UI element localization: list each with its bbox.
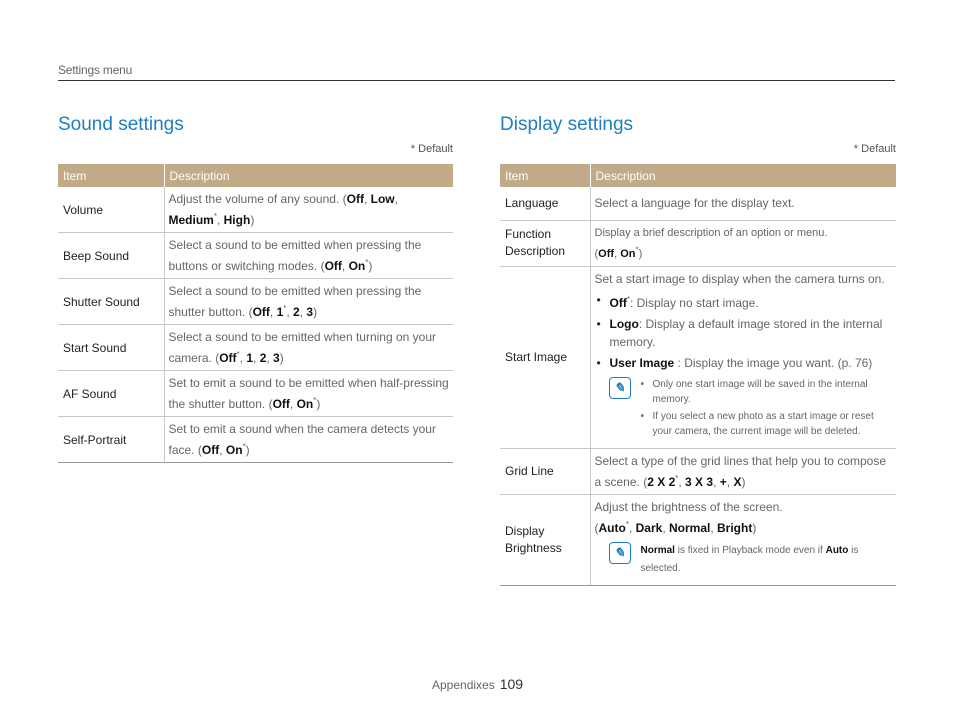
note-icon: ✎	[609, 377, 631, 399]
table-row	[500, 187, 896, 220]
table-row	[58, 417, 453, 463]
note-item: • If you select a new photo as a start image or reset your camera, the current image will be deleted.	[640, 411, 874, 438]
table-row	[500, 495, 896, 586]
item-grid-line: Grid Line	[500, 449, 590, 495]
sound-settings-table	[58, 164, 453, 463]
table-row	[58, 187, 453, 233]
footer-label: Appendixes	[432, 678, 495, 692]
table-row	[58, 233, 453, 279]
default-note: * Default	[853, 143, 896, 155]
table-row	[58, 325, 453, 371]
item-name: AF Sound	[58, 371, 164, 417]
column-header-item: Item	[500, 164, 590, 187]
section-header	[58, 63, 895, 81]
description: Select a sound to be emitted when pressing the shutter button. (Off, 1*, 2, 3)	[164, 279, 453, 325]
sound-settings-title: Sound settings	[58, 114, 184, 135]
section-title: Settings menu	[58, 63, 133, 77]
description: Adjust the brightness of the screen. (Auto*, Dark, Normal, Bright) ✎ Normal is fixed in Playback mode even if Auto is selected.	[590, 495, 896, 586]
page-footer	[432, 676, 523, 692]
table-row	[500, 449, 896, 495]
list-item: • Off*: Display no start image.	[596, 293, 759, 311]
column-header-item: Item	[58, 164, 164, 187]
default-note: * Default	[410, 143, 453, 155]
table-row	[58, 371, 453, 417]
page-number: 109	[499, 676, 524, 692]
column-header-description: Description	[164, 164, 453, 187]
list-item: • User Image : Display the image you want. (p. 76)	[596, 356, 873, 371]
description: Select a sound to be emitted when pressing the buttons or switching modes. (Off, On*)	[164, 233, 453, 279]
item-language: Language	[500, 187, 590, 220]
description: Adjust the volume of any sound. (Off, Low, Medium*, High)	[164, 187, 453, 233]
display-settings-title: Display settings	[500, 114, 634, 135]
description: Select a type of the grid lines that help you to compose a scene. (2 X 2*, 3 X 3, +, X)	[590, 449, 896, 495]
sound-settings-section	[58, 114, 453, 463]
item-name: Start Sound	[58, 325, 164, 371]
display-settings-section	[500, 114, 896, 586]
item-display-brightness: Display Brightness	[500, 495, 590, 586]
note	[595, 377, 893, 441]
table-row	[500, 267, 896, 449]
item-name: Beep Sound	[58, 233, 164, 279]
description: Select a language for the display text.	[590, 187, 896, 220]
note-item: • Only one start image will be saved in the internal memory.	[640, 379, 868, 406]
description: Select a sound to be emitted when turning on your camera. (Off*, 1, 2, 3)	[164, 325, 453, 371]
note: ✎ Normal is fixed in Playback mode even if Auto is selected.	[595, 542, 893, 578]
description: Display a brief description of an option or menu. (Off, On*)	[590, 220, 896, 267]
list-item: • Logo: Display a default image stored in the internal memory.	[596, 317, 883, 350]
item-name: Shutter Sound	[58, 279, 164, 325]
table-row	[58, 279, 453, 325]
column-header-description: Description	[590, 164, 896, 187]
description: Set to emit a sound when the camera detects your face. (Off, On*)	[164, 417, 453, 463]
display-settings-table	[500, 164, 896, 586]
item-name: Self-Portrait	[58, 417, 164, 463]
description: Set a start image to display when the camera turns on. • Off*: Display no start image. • Logo: Display a default image stored in the internal memory. • User Image : Display the image you want. (p. 76) ✎ • Only one start image will be saved in the internal memory. • If you select a new photo as a start image or reset your camera, the current image will be deleted.	[590, 267, 896, 449]
table-row	[500, 220, 896, 267]
item-name: Volume	[58, 187, 164, 233]
description: Set to emit a sound to be emitted when half-pressing the shutter button. (Off, On*)	[164, 371, 453, 417]
item-function-description: Function Description	[500, 220, 590, 267]
item-start-image: Start Image	[500, 267, 590, 449]
note-icon: ✎	[609, 542, 631, 564]
